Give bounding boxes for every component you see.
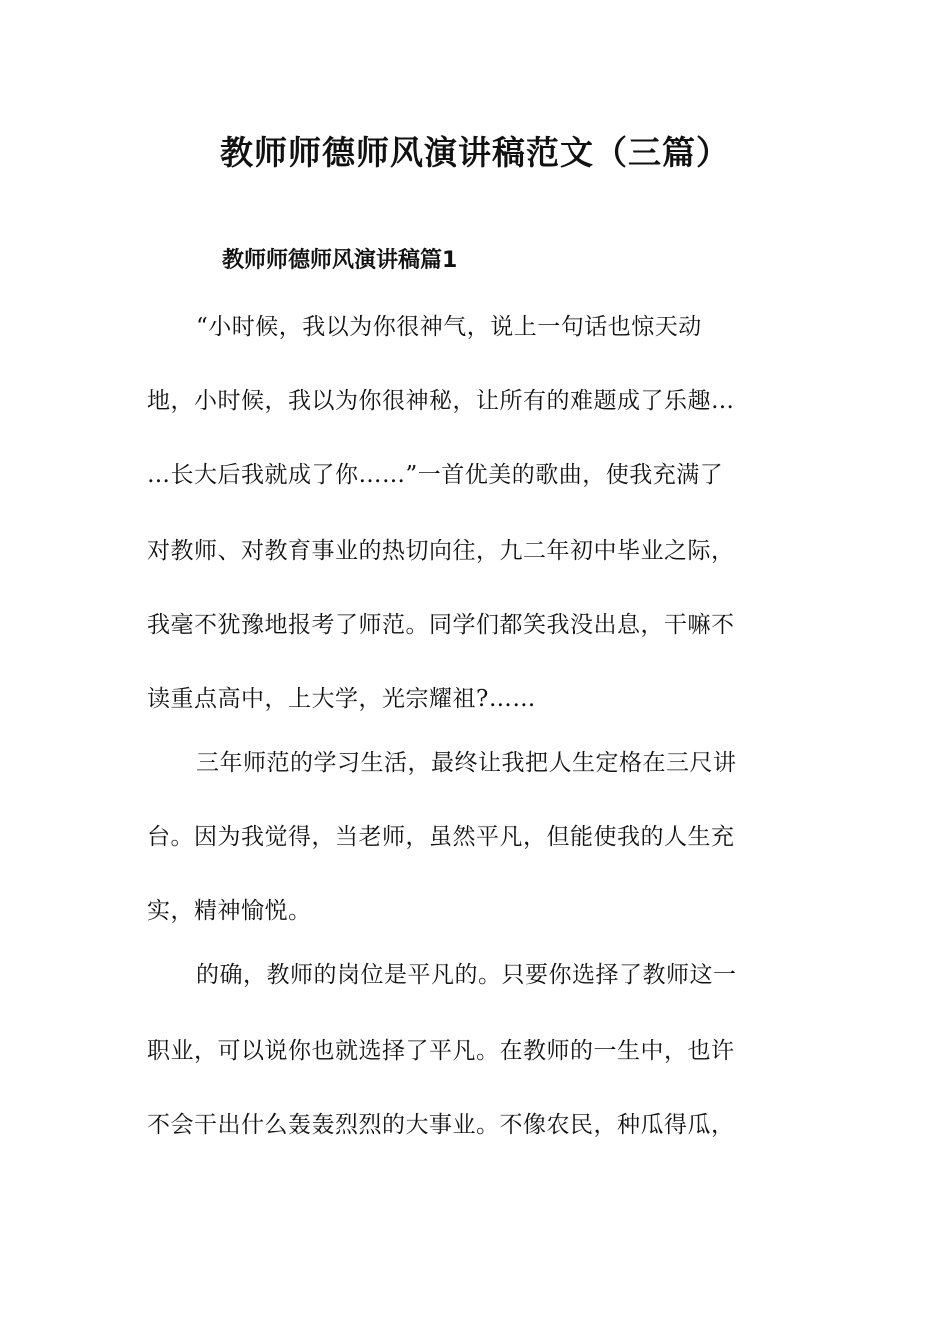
document-title: 教师师德师风演讲稿范文（三篇） (220, 133, 730, 172)
paragraph-line: 的确，教师的岗位是平凡的。只要你选择了教师这一 (196, 962, 737, 988)
paragraph-line: …长大后我就成了你……”一首优美的歌曲，使我充满了 (147, 462, 724, 488)
paragraph-line: 对教师、对教育事业的热切向往，九二年初中毕业之际， (147, 538, 735, 564)
paragraph-line: “小时候，我以为你很神气，说上一句话也惊天动 (196, 314, 702, 340)
paragraph-line: 三年师范的学习生活，最终让我把人生定格在三尺讲 (196, 750, 737, 776)
paragraph-line: 地，小时候，我以为你很神秘，让所有的难题成了乐趣… (147, 388, 735, 414)
paragraph-line: 实，精神愉悦。 (147, 898, 312, 924)
paragraph-line: 台。因为我觉得，当老师，虽然平凡，但能使我的人生充 (147, 824, 735, 850)
paragraph-line: 我毫不犹豫地报考了师范。同学们都笑我没出息，干嘛不 (147, 612, 735, 638)
paragraph-line: 职业，可以说你也就选择了平凡。在教师的一生中，也许 (147, 1038, 735, 1064)
paragraph-line: 不会干出什么轰轰烈烈的大事业。不像农民，种瓜得瓜， (147, 1112, 735, 1138)
paragraph-line: 读重点高中，上大学，光宗耀祖?…… (147, 686, 536, 712)
section-heading: 教师师德师风演讲稿篇1 (222, 248, 458, 273)
